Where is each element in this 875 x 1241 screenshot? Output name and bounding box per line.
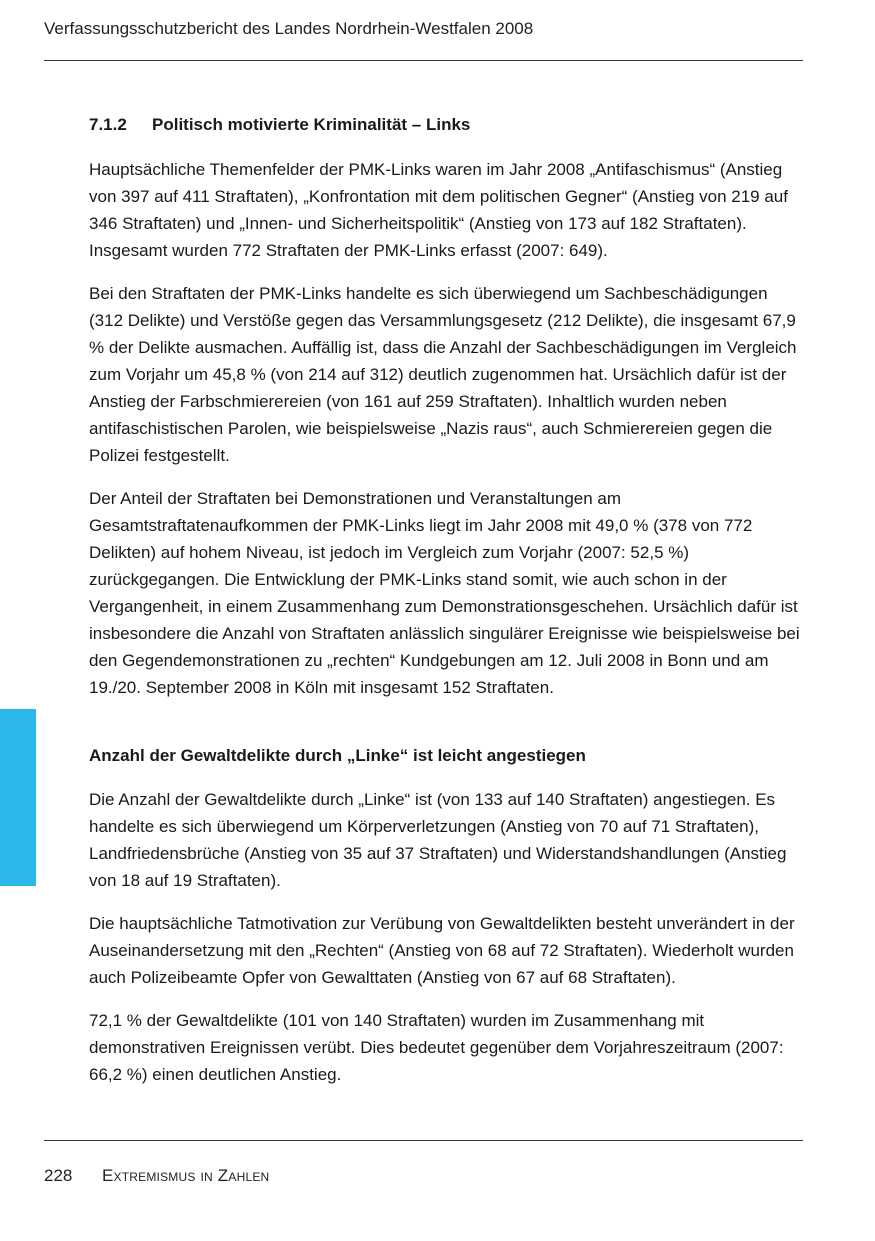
body-paragraph: Der Anteil der Straftaten bei Demonstrationen und Veranstaltungen am Gesamtstraftatenaufkommen der PMK-Links liegt im Jahr 2008 mit 49,0 % (378 von 772 Delikten) auf hohem Niveau, ist jedoch im Vergleich zum Vorjahr (2007: 52,5 %) zurückgegangen. Die Entwicklung der PMK-Links stand somit, wie auch schon in der Vergangenheit, in einem Zusammenhang zum Demonstrationsgeschehen. Ursächlich dafür ist insbesondere die Anzahl von Straftaten anlässlich singulärer Ereignisse wie beispielsweise bei den Gegendemonstrationen zu „rechten“ Kundgebungen am 12. Juli 2008 in Bonn und am 19./20. September 2008 in Köln mit insgesamt 152 Straftaten. <box>89 489 800 697</box>
body-paragraph: Hauptsächliche Themenfelder der PMK-Links waren im Jahr 2008 „Antifaschismus“ (Anstieg von 397 auf 411 Straftaten), „Konfrontation mit dem politischen Gegner“ (Anstieg von 219 auf 346 Straftaten) und „Innen- und Sicherheitspolitik“ (Anstieg von 173 auf 182 Straftaten). Insgesamt wurden 772 Straftaten der PMK-Links erfasst (2007: 649). <box>89 160 788 260</box>
footer-rule <box>44 1140 803 1141</box>
section-title: Politisch motivierte Kriminalität – Links <box>152 115 471 134</box>
page-number: 228 <box>44 1166 73 1185</box>
page-footer <box>44 1165 269 1187</box>
header-rule <box>44 60 803 61</box>
section-heading <box>89 112 805 137</box>
section-number: 7.1.2 <box>89 115 127 134</box>
body-paragraph: 72,1 % der Gewaltdelikte (101 von 140 Straftaten) wurden im Zusammenhang mit demonstrativen Ereignissen verübt. Dies bedeutet gegenüber dem Vorjahreszeitraum (2007: 66,2 %) einen deutlichen Anstieg. <box>89 1011 784 1084</box>
footer-section-title: Extremismus in Zahlen <box>102 1166 270 1185</box>
chapter-tab-marker <box>0 709 36 886</box>
subsection-heading: Anzahl der Gewaltdelikte durch „Linke“ ist leicht angestiegen <box>89 746 586 765</box>
page-body <box>89 112 805 1104</box>
body-paragraph: Die hauptsächliche Tatmotivation zur Verübung von Gewaltdelikten besteht unverändert in der Auseinandersetzung mit den „Rechten“ (Anstieg von 68 auf 72 Straftaten). Wiederholt wurden auch Polizeibeamte Opfer von Gewalttaten (Anstieg von 67 auf 68 Straftaten). <box>89 914 795 987</box>
body-paragraph: Bei den Straftaten der PMK-Links handelte es sich überwiegend um Sachbeschädigungen (312 Delikte) und Verstöße gegen das Versammlungsgesetz (212 Delikte), die insgesamt 67,9 % der Delikte ausmachen. Auffällig ist, dass die Anzahl der Sachbeschädigungen im Vergleich zum Vorjahr um 45,8 % (von 214 auf 312) deutlich zugenommen hat. Ursächlich dafür ist der Anstieg der Farbschmierereien (von 161 auf 259 Straftaten). Inhaltlich wurden neben antifaschistischen Parolen, wie beispielsweise „Nazis raus“, auch Schmierereien gegen die Polizei festgestellt. <box>89 284 797 465</box>
body-paragraph: Die Anzahl der Gewaltdelikte durch „Linke“ ist (von 133 auf 140 Straftaten) angestiegen. Es handelte es sich überwiegend um Körperverletzungen (Anstieg von 70 auf 71 Straftaten), Landfriedensbrüche (Anstieg von 35 auf 37 Straftaten) und Widerstandshandlungen (Anstieg von 18 auf 19 Straftaten). <box>89 790 787 890</box>
running-header: Verfassungsschutzbericht des Landes Nordrhein-Westfalen 2008 <box>44 19 534 38</box>
